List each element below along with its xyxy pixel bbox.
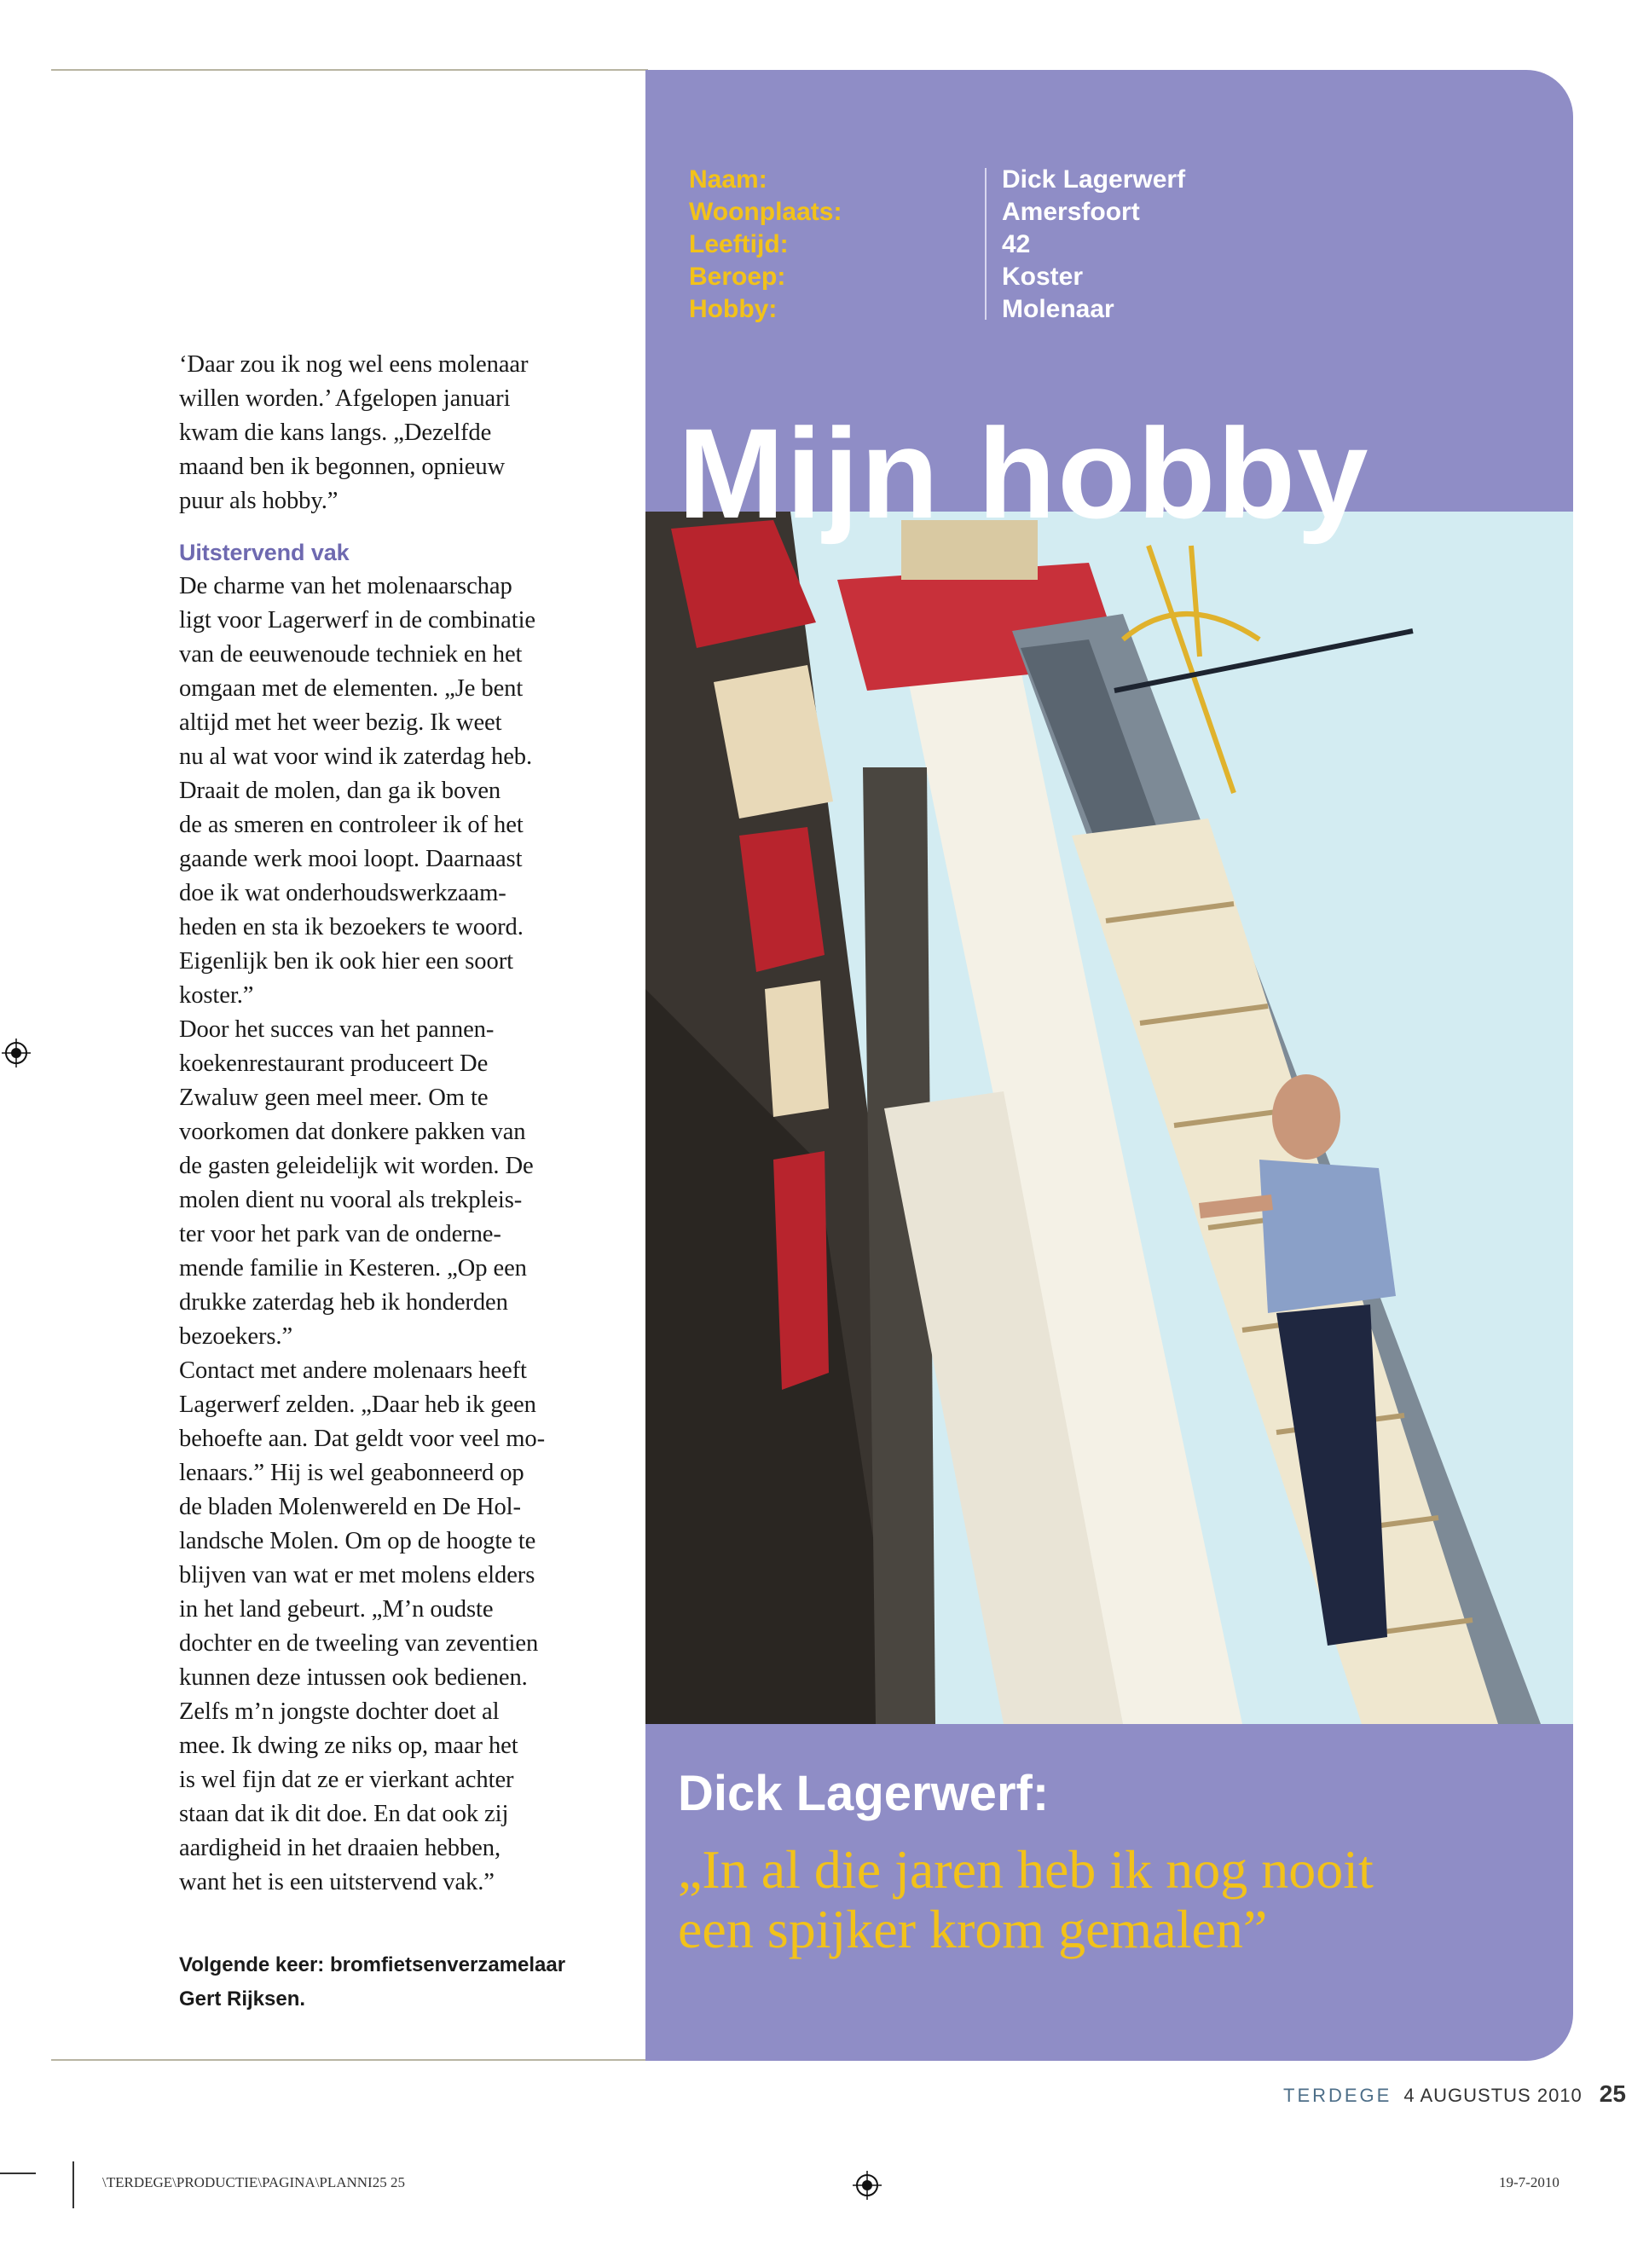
profile-values: [1002, 164, 1185, 326]
text-line: ‘Daar zou ik nog wel eens molenaar: [179, 351, 529, 378]
text-line: omgaan met de elementen. „Je bent: [179, 675, 524, 702]
registration-mark-icon: [853, 2171, 882, 2200]
section-subheading: Uitstervend vak: [179, 540, 350, 565]
text-line: altijd met het weer bezig. Ik weet: [179, 709, 502, 736]
body-text: [179, 570, 605, 1900]
quote-line: „In al die jaren heb ik nog nooit: [678, 1839, 1374, 1900]
text-line: kunnen deze intussen ook bedienen.: [179, 1664, 528, 1691]
text-line: bezoekers.”: [179, 1323, 293, 1350]
text-line: mende familie in Kesteren. „Op een: [179, 1255, 527, 1282]
text-line: de bladen Molenwereld en De Hol-: [179, 1494, 521, 1520]
pull-quote: [678, 1840, 1539, 1959]
text-line: voorkomen dat donkere pakken van: [179, 1119, 526, 1145]
text-line: drukke zaterdag heb ik honderden: [179, 1289, 508, 1316]
intro-paragraph: [179, 348, 605, 518]
quote-line: een spijker krom gemalen”: [678, 1899, 1268, 1959]
text-line: maand ben ik begonnen, opnieuw: [179, 454, 506, 480]
print-slug-path: \TERDEGE\PRODUCTIE\PAGINA\PLANNI25 25: [102, 2174, 405, 2190]
profile-label: Woonplaats:: [689, 198, 842, 226]
profile-label: Leeftijd:: [689, 230, 789, 258]
next-time-line: Volgende keer: bromfietsenverzamelaar: [179, 1953, 566, 1976]
profile-value: 42: [1002, 230, 1031, 258]
text-line: aardigheid in het draaien hebben,: [179, 1835, 501, 1861]
text-line: Draait de molen, dan ga ik boven: [179, 778, 501, 804]
profile-value: Amersfoort: [1002, 198, 1140, 226]
text-line: mee. Ik dwing ze niks op, maar het: [179, 1733, 518, 1759]
text-line: landsche Molen. Om op de hoogte te: [179, 1528, 536, 1554]
text-line: koster.”: [179, 982, 254, 1009]
text-line: molen dient nu vooral als trekpleis-: [179, 1187, 523, 1213]
text-line: van de eeuwenoude techniek en het: [179, 641, 523, 668]
text-line: Eigenlijk ben ik ook hier een soort: [179, 948, 513, 975]
text-line: Zelfs m’n jongste dochter doet al: [179, 1698, 500, 1725]
text-line: willen worden.’ Afgelopen januari: [179, 385, 511, 412]
magazine-name: TERDEGE: [1283, 2085, 1392, 2106]
article-column: [179, 348, 605, 1900]
text-line: Contact met andere molenaars heeft: [179, 1357, 527, 1384]
text-line: ligt voor Lagerwerf in de combinatie: [179, 607, 536, 634]
quote-speaker: Dick Lagerwerf:: [678, 1766, 1050, 1821]
next-time-note: [179, 1948, 622, 2016]
text-line: is wel fijn dat ze er vierkant achter: [179, 1767, 514, 1793]
text-line: koekenrestaurant produceert De: [179, 1050, 489, 1077]
profile-value: Koster: [1002, 263, 1084, 291]
text-line: puur als hobby.”: [179, 488, 339, 514]
page-footer: [1283, 2080, 1626, 2108]
crop-mark: [0, 2173, 36, 2174]
print-slug-date: 19-7-2010: [1499, 2174, 1559, 2190]
top-rule: [51, 69, 648, 71]
text-line: Lagerwerf zelden. „Daar heb ik geen: [179, 1391, 536, 1418]
text-line: blijven van wat er met molens elders: [179, 1562, 535, 1588]
text-line: in het land gebeurt. „M’n oudste: [179, 1596, 494, 1623]
text-line: Door het succes van het pannen-: [179, 1016, 495, 1043]
text-line: nu al wat voor wind ik zaterdag heb.: [179, 743, 533, 770]
bottom-rule: [51, 2059, 648, 2061]
profile-value: Molenaar: [1002, 295, 1114, 323]
text-line: doe ik wat onderhoudswerkzaam-: [179, 880, 506, 906]
text-line: ter voor het park van de onderne-: [179, 1221, 501, 1247]
text-line: behoefte aan. Dat geldt voor veel mo-: [179, 1426, 546, 1452]
profile-label: Beroep:: [689, 263, 786, 291]
profile-divider: [985, 168, 987, 320]
text-line: heden en sta ik bezoekers te woord.: [179, 914, 524, 940]
profile-value: Dick Lagerwerf: [1002, 165, 1186, 194]
text-line: Zwaluw geen meel meer. Om te: [179, 1085, 489, 1111]
text-line: gaande werk mooi loopt. Daarnaast: [179, 846, 523, 872]
issue-date: 4 AUGUSTUS 2010: [1403, 2085, 1583, 2106]
profile-label: Naam:: [689, 165, 767, 194]
crop-mark: [72, 2161, 74, 2208]
registration-mark-icon: [2, 1039, 31, 1067]
text-line: staan dat ik dit doe. En dat ook zij: [179, 1801, 509, 1827]
profile-labels: [689, 164, 842, 326]
profile-label: Hobby:: [689, 295, 778, 323]
page-number: 25: [1599, 2080, 1626, 2107]
text-line: de gasten geleidelijk wit worden. De: [179, 1153, 534, 1179]
masthead-title: Mijn hobby: [678, 402, 1370, 545]
text-line: dochter en de tweeling van zeventien: [179, 1630, 539, 1657]
next-time-line: Gert Rijksen.: [179, 1987, 306, 2011]
text-line: de as smeren en controleer ik of het: [179, 812, 524, 838]
text-line: lenaars.” Hij is wel geabonneerd op: [179, 1460, 524, 1486]
windmill-photo: [645, 512, 1573, 1724]
text-line: want het is een uitstervend vak.”: [179, 1869, 495, 1895]
text-line: De charme van het molenaarschap: [179, 573, 512, 599]
text-line: kwam die kans langs. „Dezelfde: [179, 419, 492, 446]
